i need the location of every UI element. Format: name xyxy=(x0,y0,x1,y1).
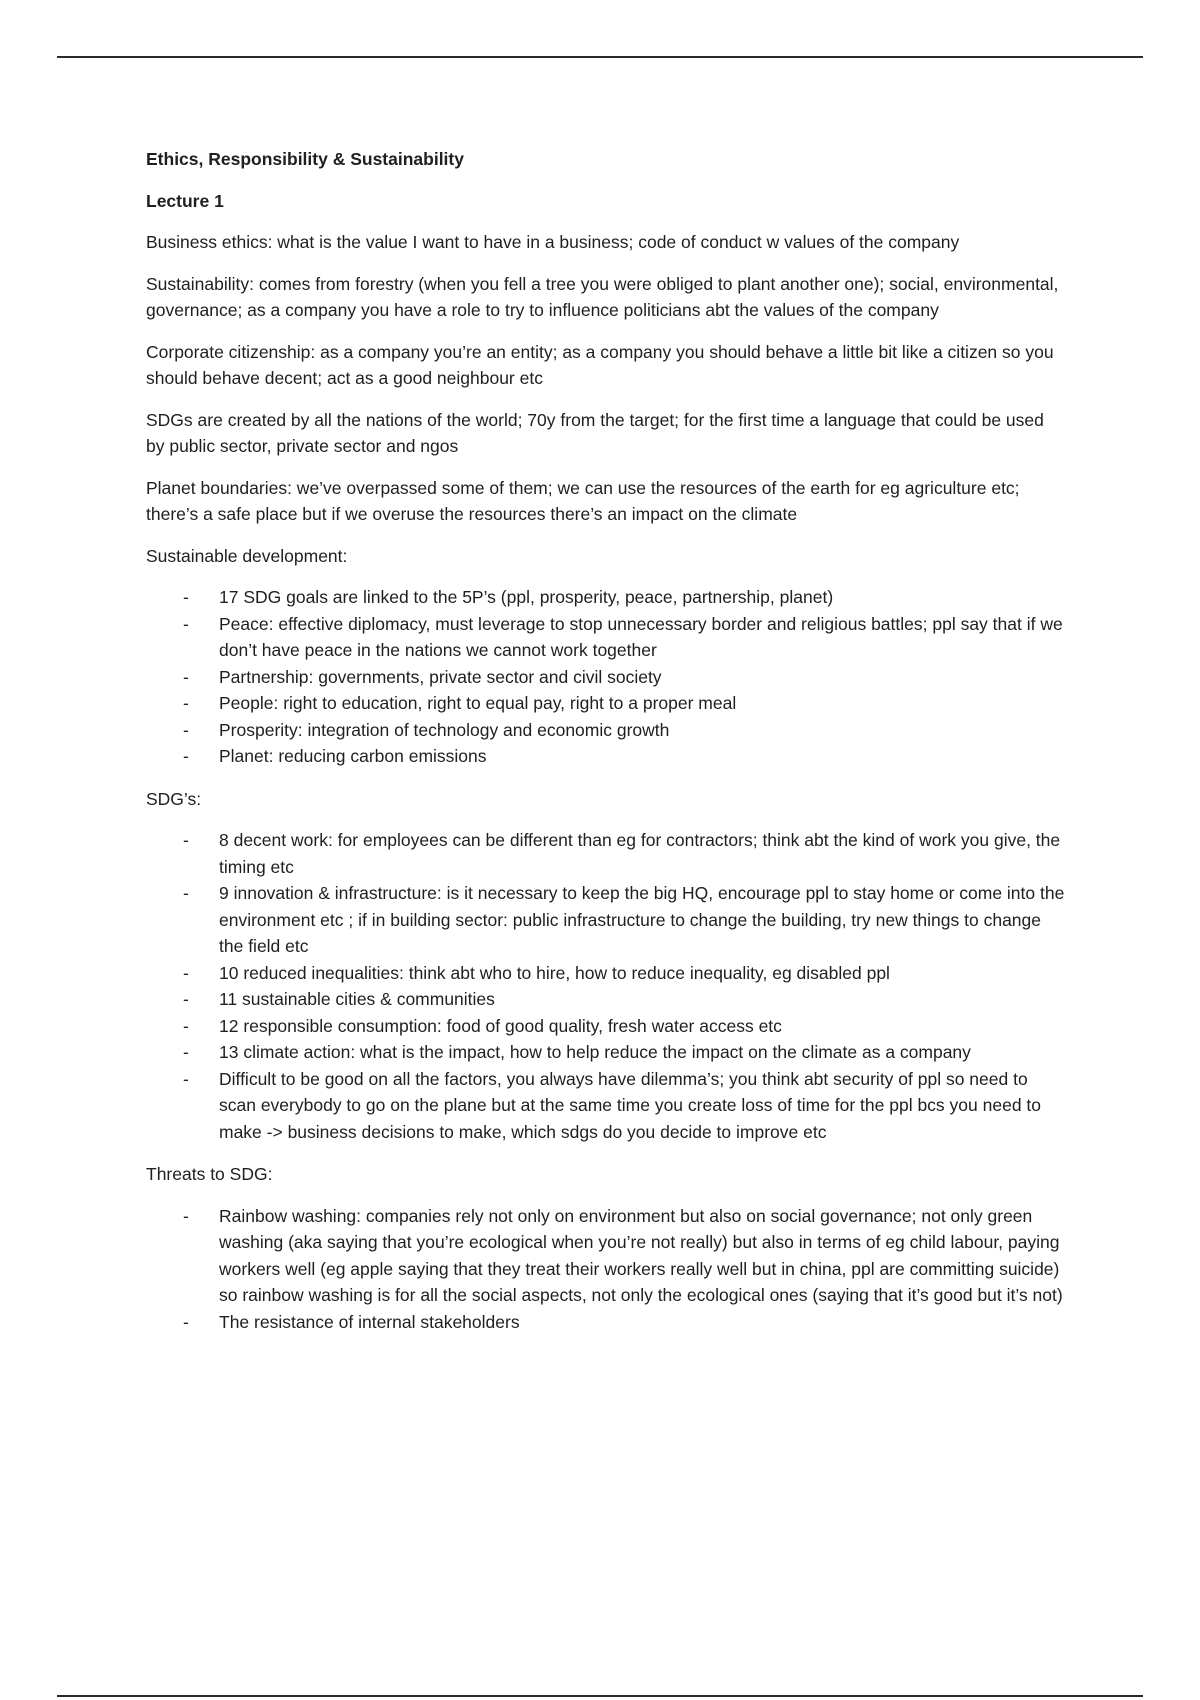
list-item-text: Peace: effective diplomacy, must leverage to stop unnecessary border and religious battles; ppl say that if we don’t have peace in the nations we cannot work together xyxy=(219,613,1063,660)
section-title-sdgs: SDG’s: xyxy=(146,788,202,809)
document-title: Ethics, Responsibility & Sustainability xyxy=(146,149,464,169)
list-item-text: 17 SDG goals are linked to the 5P’s (ppl, prosperity, peace, partnership, planet) xyxy=(219,587,834,607)
list-item-text: 13 climate action: what is the impact, how to help reduce the impact on the climate as a company xyxy=(219,1042,971,1062)
list-item-text: Prosperity: integration of technology and economic growth xyxy=(219,719,670,740)
list-sdgs xyxy=(146,827,1066,1145)
list-item xyxy=(146,827,1066,880)
bullet-dash: - xyxy=(183,719,189,740)
list-item xyxy=(146,1066,1066,1146)
paragraph-sustainability: Sustainability: comes from forestry (when you fell a tree you were obliged to plant another one); social, environmental, governance; as a company you have a role to try to influence politicians abt the values of the company xyxy=(146,273,1059,320)
list-item xyxy=(146,1309,1066,1336)
list-item xyxy=(146,717,1066,744)
list-item xyxy=(146,1039,1066,1066)
bullet-dash: - xyxy=(183,1205,189,1226)
list-item-text: 10 reduced inequalities: think abt who to hire, how to reduce inequality, eg disabled ppl xyxy=(219,962,890,983)
list-item xyxy=(146,880,1066,960)
list-item xyxy=(146,960,1066,987)
list-item xyxy=(146,1013,1066,1040)
bullet-dash: - xyxy=(183,962,189,983)
paragraph-corporate-citizenship: Corporate citizenship: as a company you’re an entity; as a company you should behave a little bit like a citizen so you should behave decent; act as a good neighbour etc xyxy=(146,341,1054,388)
paragraph-planet-boundaries: Planet boundaries: we’ve overpassed some of them; we can use the resources of the earth for eg agriculture etc; there’s a safe place but if we overuse the resources there’s an impact on the climate xyxy=(146,477,1020,524)
paragraph-sdgs: SDGs are created by all the nations of the world; 70y from the target; for the first time a language that could be used by public sector, private sector and ngos xyxy=(146,409,1044,456)
list-item-text: Difficult to be good on all the factors, you always have dilemma’s; you think abt security of ppl so need to scan everybody to go on the plane but at the same time you create loss of time for the ppl bcs you need to make -> business decisions to make, which sdgs do you decide to improve etc xyxy=(219,1068,1042,1142)
bottom-rule xyxy=(57,1695,1143,1697)
bullet-dash: - xyxy=(183,1068,189,1089)
list-sustainable-development xyxy=(146,584,1066,770)
list-item xyxy=(146,743,1066,770)
top-rule xyxy=(57,56,1143,58)
bullet-dash: - xyxy=(183,1015,189,1036)
document-body xyxy=(146,146,1066,1351)
list-item xyxy=(146,664,1066,691)
bullet-dash: - xyxy=(183,693,189,713)
list-item xyxy=(146,584,1066,611)
bullet-dash: - xyxy=(183,830,189,850)
bullet-dash: - xyxy=(183,1311,189,1332)
list-item-text: Planet: reducing carbon emissions xyxy=(219,746,487,766)
list-item-text: 9 innovation & infrastructure: is it necessary to keep the big HQ, encourage ppl to stay home or come into the environment etc ; if in building sector: public infrastructure to change the building, try new things to change the field etc xyxy=(219,883,1065,956)
list-item-text: Partnership: governments, private sector and civil society xyxy=(219,666,662,687)
lecture-heading: Lecture 1 xyxy=(146,190,224,211)
section-title-threats: Threats to SDG: xyxy=(146,1164,273,1184)
list-item xyxy=(146,1203,1066,1309)
bullet-dash: - xyxy=(183,883,189,903)
list-item-text: The resistance of internal stakeholders xyxy=(219,1311,520,1332)
bullet-dash: - xyxy=(183,587,189,607)
bullet-dash: - xyxy=(183,1042,189,1062)
list-threats xyxy=(146,1203,1066,1336)
list-item-text: 11 sustainable cities & communities xyxy=(219,989,495,1009)
bullet-dash: - xyxy=(183,666,189,687)
list-item-text: 8 decent work: for employees can be different than eg for contractors; think abt the kind of work you give, the timing etc xyxy=(219,830,1061,877)
section-title-sustainable-development: Sustainable development: xyxy=(146,545,348,566)
bullet-dash: - xyxy=(183,989,189,1009)
bullet-dash: - xyxy=(183,613,189,634)
paragraph-business-ethics: Business ethics: what is the value I want to have in a business; code of conduct w values of the company xyxy=(146,232,960,252)
list-item-text: 12 responsible consumption: food of good quality, fresh water access etc xyxy=(219,1015,782,1036)
list-item xyxy=(146,690,1066,717)
list-item xyxy=(146,611,1066,664)
list-item xyxy=(146,986,1066,1013)
list-item-text: People: right to education, right to equal pay, right to a proper meal xyxy=(219,693,737,713)
list-item-text: Rainbow washing: companies rely not only on environment but also on social governance; not only green washing (aka saying that you’re ecological when you’re not really) but also in terms of eg child labour, paying workers well (eg apple saying that they treat their workers really well but in china, ppl are committing suicide) so rainbow washing is for all the social aspects, not only the ecological ones (saying that it’s good but it’s not) xyxy=(219,1205,1063,1305)
bullet-dash: - xyxy=(183,746,189,766)
